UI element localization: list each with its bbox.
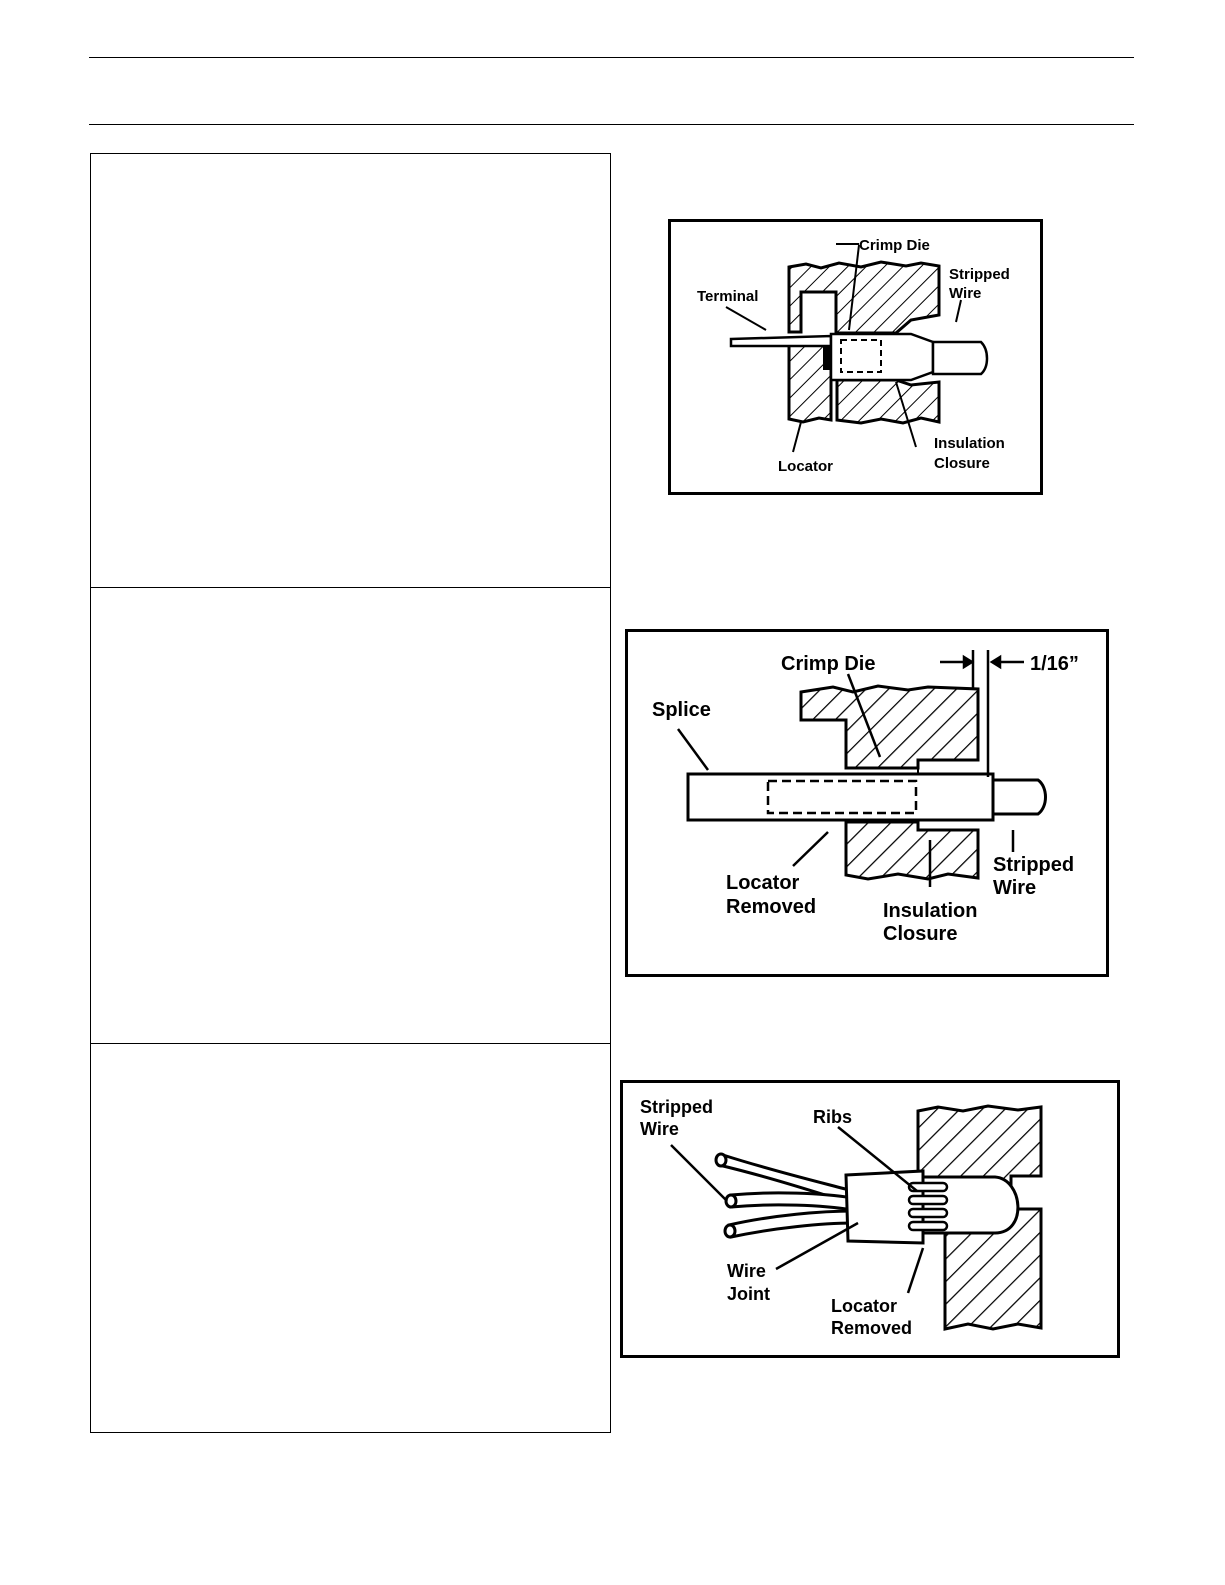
label-insulation: Insulation: [883, 900, 978, 922]
label-stripped: Stripped: [640, 1097, 714, 1117]
label-wire-2: Wire: [727, 1261, 766, 1281]
label-removed: Removed: [831, 1318, 913, 1338]
label-locator: Locator: [778, 458, 834, 475]
label-gap: 1/16”: [1030, 653, 1079, 675]
header-rule-top: [89, 57, 1134, 58]
label-locator: Locator: [726, 872, 800, 894]
crimp-die-lower: [837, 380, 939, 423]
label-removed: Removed: [726, 896, 817, 918]
terminal-wire-body: [731, 334, 987, 380]
step-panel-3: [90, 1043, 611, 1433]
label-splice: Splice: [652, 699, 711, 721]
label-locator: Locator: [831, 1296, 898, 1316]
label-insulation: Insulation: [934, 435, 1005, 452]
figure-splice-crimp: [625, 629, 1109, 977]
crimp-die-upper: [789, 262, 939, 333]
label-ribs: Ribs: [813, 1107, 853, 1127]
label-stripped: Stripped: [993, 854, 1075, 876]
splice-body: [688, 768, 1046, 822]
label-crimp-die: Crimp Die: [859, 237, 930, 254]
step-panel-1: [90, 153, 611, 588]
figure-terminal-crimp: [668, 219, 1043, 495]
crimp-die-upper: [801, 686, 978, 768]
wires: [716, 1154, 853, 1237]
step-panel-2: [90, 587, 611, 1044]
label-terminal: Terminal: [697, 288, 759, 305]
label-closure: Closure: [883, 923, 958, 945]
header-rule-bottom: [89, 124, 1134, 125]
label-wire: Wire: [993, 877, 1037, 899]
label-wire: Wire: [640, 1119, 679, 1139]
label-crimp-die: Crimp Die: [781, 653, 876, 675]
label-joint: Joint: [727, 1284, 770, 1304]
label-wire: Wire: [949, 285, 982, 302]
label-closure: Closure: [934, 455, 990, 472]
crimp-die-lower: [846, 822, 978, 879]
label-stripped: Stripped: [949, 266, 1010, 283]
wire-joint: [846, 1171, 1018, 1243]
figure-wire-joint-crimp: [620, 1080, 1120, 1358]
